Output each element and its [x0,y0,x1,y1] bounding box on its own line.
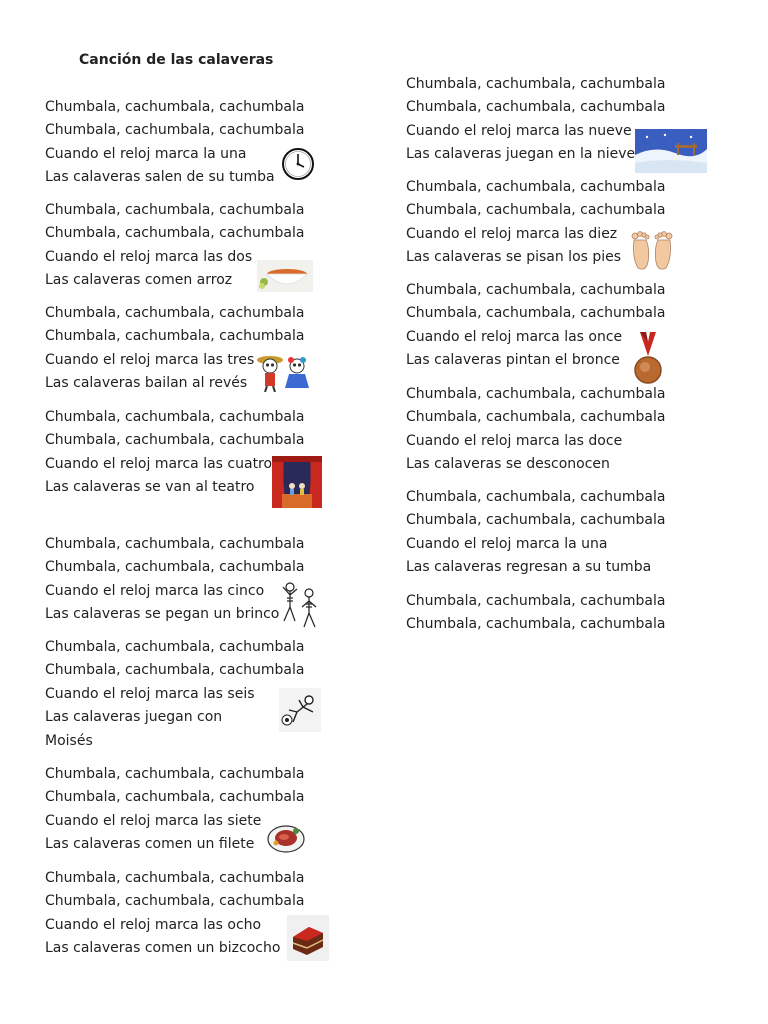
stanza-line: Chumbala, cachumbala, cachumbala [406,76,666,92]
dancing-skulls-icon [255,352,313,392]
stanza-line: Cuando el reloj marca las dos [45,248,253,265]
rice-bowl-icon [257,260,313,292]
stanza-line: Las calaveras salen de su tumba [45,169,275,186]
stanza-line: Chumbala, cachumbala, cachumbala [45,789,305,806]
stanza-line: Chumbala, cachumbala, cachumbala [406,99,666,116]
stanza-line: Cuando el reloj marca las nueve [406,122,632,139]
stanza [45,406,375,500]
stanza-line: Chumbala, cachumbala, cachumbala [45,305,305,321]
stanza-line: Chumbala, cachumbala, cachumbala [406,616,666,633]
stanza [45,533,375,627]
stanza-line: Chumbala, cachumbala, cachumbala [406,593,666,609]
stanza-line: Chumbala, cachumbala, cachumbala [406,179,666,195]
stanza [406,176,736,270]
stanza [406,383,736,477]
stanza-line: Las calaveras juegan en la nieve [406,146,636,163]
stanza-line: Chumbala, cachumbala, cachumbala [45,328,305,345]
stanza-line: Cuando el reloj marca la una [45,145,247,162]
stanza-line: Chumbala, cachumbala, cachumbala [45,536,305,552]
stanza-line: Las calaveras se van al teatro [45,479,255,496]
stanza-line: Cuando el reloj marca las doce [406,432,623,449]
stanza-line: Chumbala, cachumbala, cachumbala [406,386,666,402]
stanza-line: Las calaveras comen un bizcocho [45,940,281,957]
stanza-line: Chumbala, cachumbala, cachumbala [406,512,666,529]
stanza-line: Chumbala, cachumbala, cachumbala [45,639,305,655]
theater-stage-icon [272,456,322,508]
snow-scene-icon [635,129,707,173]
stanza-line: Cuando el reloj marca las cinco [45,582,265,599]
stanza-line: Moisés [45,732,93,749]
stanza-line: Cuando el reloj marca la una [406,535,608,552]
stanza-line: Cuando el reloj marca las cuatro [45,455,273,472]
stanza [45,199,375,293]
stanza-line: Las calaveras se pisan los pies [406,249,622,266]
bronze-medal-icon [628,332,668,386]
stanza-line: Chumbala, cachumbala, cachumbala [406,409,666,426]
stanza [45,302,375,396]
stanza-line: Las calaveras pintan el bronce [406,352,620,369]
stanza [45,763,375,857]
stanza-line: Las calaveras juegan con [45,709,223,726]
stanza-line: Chumbala, cachumbala, cachumbala [45,122,305,139]
stanza [406,486,736,580]
page-title: Canción de las calaveras [79,52,274,68]
stanza-line: Cuando el reloj marca las ocho [45,916,262,933]
stanza-line: Las calaveras se desconocen [406,456,610,473]
stanza-line: Cuando el reloj marca las diez [406,225,618,242]
closing-stanza [406,590,736,637]
stanza [45,636,375,753]
cake-slice-icon [287,915,329,961]
stanza-line: Chumbala, cachumbala, cachumbala [45,225,305,242]
stanza-line: Chumbala, cachumbala, cachumbala [45,893,305,910]
stanza-line: Chumbala, cachumbala, cachumbala [45,662,305,679]
jumping-skeletons-icon [280,581,320,629]
stanza-line: Chumbala, cachumbala, cachumbala [45,432,305,449]
stanza [406,279,736,373]
stanza-line: Las calaveras se pegan un brinco [45,606,280,623]
stanza-line: Chumbala, cachumbala, cachumbala [45,202,305,218]
stanza-line: Chumbala, cachumbala, cachumbala [406,489,666,505]
stanza-line: Cuando el reloj marca las seis [45,685,255,702]
stanza-line: Chumbala, cachumbala, cachumbala [406,282,666,298]
stanza-line: Chumbala, cachumbala, cachumbala [406,202,666,219]
stanza-line: Cuando el reloj marca las siete [45,812,262,829]
clock-icon [281,147,315,181]
stanza-line: Cuando el reloj marca las once [406,328,623,345]
stanza-line: Chumbala, cachumbala, cachumbala [45,409,305,425]
stanza [406,73,736,167]
stanza [45,867,375,961]
stanza-line: Chumbala, cachumbala, cachumbala [406,305,666,322]
stanza-line: Chumbala, cachumbala, cachumbala [45,766,305,782]
stanza-line: Las calaveras bailan al revés [45,375,248,392]
stanza-line: Las calaveras regresan a su tumba [406,559,652,576]
stanza-line: Cuando el reloj marca las tres [45,351,255,368]
stanza-line: Chumbala, cachumbala, cachumbala [45,99,305,115]
stanza-line: Las calaveras comen un filete [45,836,255,853]
soccer-player-icon [279,688,321,732]
stanza-line: Chumbala, cachumbala, cachumbala [45,559,305,576]
stanza-line: Las calaveras comen arroz [45,272,233,289]
stanza [45,96,375,190]
stanza-line: Chumbala, cachumbala, cachumbala [45,870,305,886]
feet-icon [628,228,676,272]
steak-plate-icon [266,819,306,855]
